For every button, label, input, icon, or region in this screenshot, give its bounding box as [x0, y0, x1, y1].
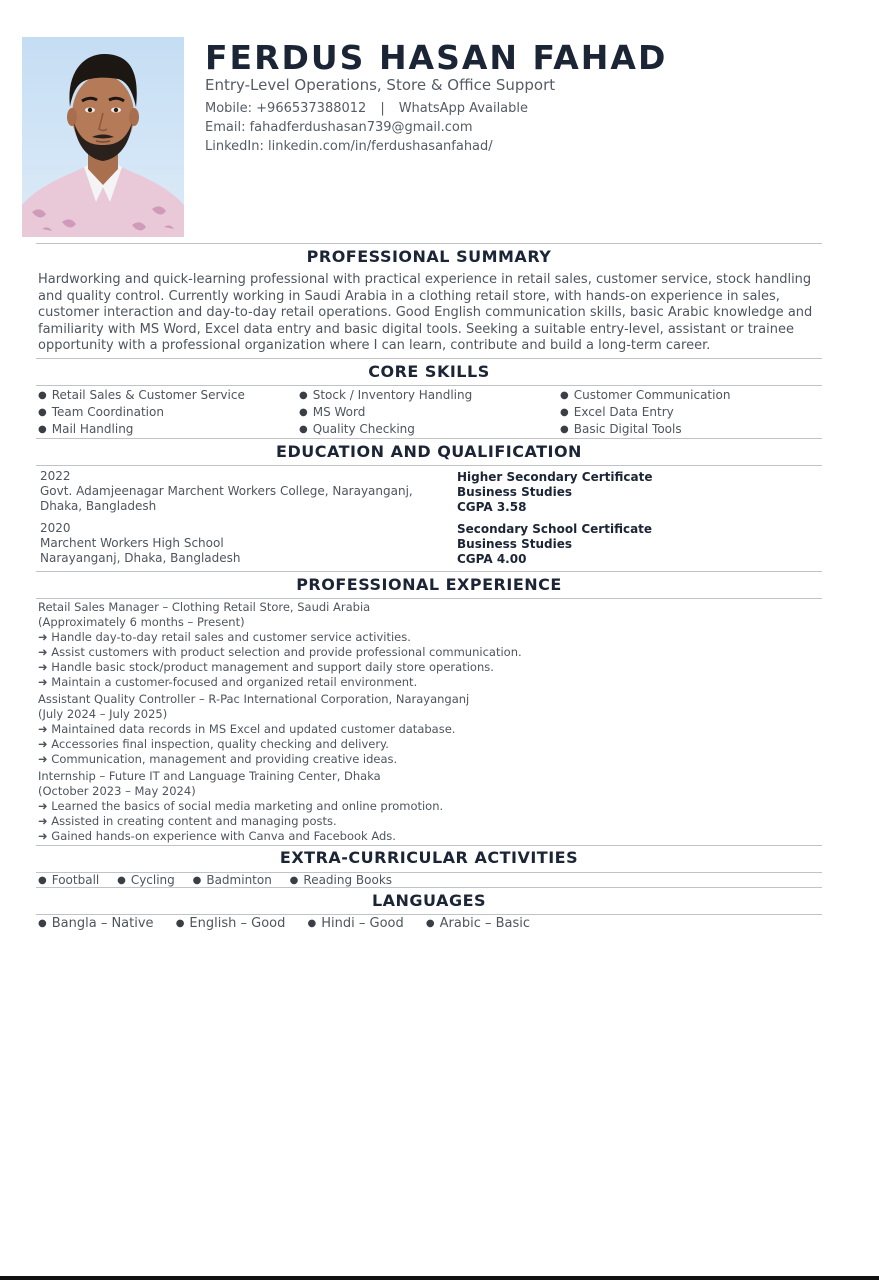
bullet-icon: ●	[175, 918, 185, 929]
divider	[36, 243, 822, 244]
skill-item: ● Basic Digital Tools	[560, 422, 682, 436]
activity-item: ● Reading Books	[289, 873, 393, 887]
education-school: Marchent Workers High School	[40, 536, 224, 550]
divider	[36, 887, 822, 888]
bullet-icon: ●	[299, 390, 308, 401]
divider	[36, 358, 822, 359]
languages-list	[38, 916, 548, 931]
summary-heading: PROFESSIONAL SUMMARY	[306, 247, 552, 266]
job-period: (Approximately 6 months – Present)	[38, 615, 245, 629]
skill-item: ● Customer Communication	[560, 388, 731, 402]
job-entry	[38, 769, 828, 844]
bullet-icon: ●	[38, 424, 47, 435]
education-qualification-ssc	[457, 522, 652, 567]
whatsapp-availability: WhatsApp Available	[398, 101, 529, 116]
certificate-name: Higher Secondary Certificate	[457, 470, 653, 484]
education-location: Narayanganj, Dhaka, Bangladesh	[40, 551, 241, 565]
divider	[36, 438, 822, 439]
education-school: Govt. Adamjeenagar Marchent Workers College, Narayanganj,	[40, 484, 413, 498]
language-item: ● English – Good	[175, 916, 286, 931]
study-group: Business Studies	[457, 485, 572, 499]
job-bullet: ➜ Assisted in creating content and managing posts.	[38, 814, 337, 828]
bullet-icon: ●	[307, 918, 317, 929]
job-title: Internship – Future IT and Language Training Center, Dhaka	[38, 769, 381, 783]
bullet-icon: ●	[38, 918, 47, 929]
result: CGPA 4.00	[457, 552, 527, 566]
study-group: Business Studies	[457, 537, 572, 551]
activities-heading: EXTRA-CURRICULAR ACTIVITIES	[279, 848, 579, 867]
bullet-icon: ●	[425, 918, 435, 929]
skills-heading: CORE SKILLS	[368, 362, 490, 381]
skill-item: ● MS Word	[299, 405, 366, 419]
email-address: Email: fahadferdushasan739@gmail.com	[205, 120, 473, 135]
candidate-name: FERDUS HASAN FAHAD	[205, 38, 668, 77]
skill-item: ● Retail Sales & Customer Service	[38, 388, 245, 402]
bullet-icon: ●	[560, 390, 569, 401]
result: CGPA 3.58	[457, 500, 527, 514]
bullet-icon: ●	[299, 407, 308, 418]
job-bullet: ➜ Accessories final inspection, quality checking and delivery.	[38, 737, 389, 751]
job-bullet: ➜ Learned the basics of social media marketing and online promotion.	[38, 799, 444, 813]
bottom-edge-bar	[0, 1276, 879, 1280]
contact-phone-row	[205, 101, 528, 116]
activity-item: ● Football	[38, 873, 100, 887]
bullet-icon: ●	[38, 407, 47, 418]
bullet-icon: ●	[38, 390, 47, 401]
education-heading: EDUCATION AND QUALIFICATION	[276, 442, 582, 461]
contact-separator: |	[380, 101, 385, 116]
job-bullet: ➜ Assist customers with product selection and provide professional communication.	[38, 645, 522, 659]
divider	[36, 465, 822, 466]
bullet-icon: ●	[38, 875, 47, 886]
profile-photo-illustration	[22, 37, 184, 237]
education-year: 2020	[40, 521, 71, 535]
skill-item: ● Team Coordination	[38, 405, 164, 419]
job-bullet: ➜ Handle day-to-day retail sales and customer service activities.	[38, 630, 411, 644]
divider	[36, 385, 822, 386]
job-bullet: ➜ Maintain a customer-focused and organized retail environment.	[38, 675, 418, 689]
skill-item: ● Excel Data Entry	[560, 405, 674, 419]
education-entry-hsc	[40, 469, 413, 514]
summary-text: Hardworking and quick-learning professional with practical experience in retail sales, customer service, stock handling and quality control. Currently working in Saudi Arabia in a clothing retail store, with hands-on experience in sales, customer interaction and day-to-day retail operations. Good English communication skills, basic Arabic knowledge and familiarity with MS Word, Excel data entry and basic digital tools. Seeking a suitable entry-level, assistant or trainee opportunity with a professional organization where I can learn, contribute and build a long-term career.	[38, 272, 813, 354]
bullet-icon: ●	[560, 424, 569, 435]
job-entry	[38, 600, 828, 690]
activity-item: ● Cycling	[117, 873, 175, 887]
divider	[36, 845, 822, 846]
job-title: Retail Sales Manager – Clothing Retail Store, Saudi Arabia	[38, 600, 371, 614]
job-bullet: ➜ Gained hands-on experience with Canva and Facebook Ads.	[38, 829, 396, 843]
skill-item: ● Stock / Inventory Handling	[299, 388, 473, 402]
activities-list	[38, 873, 406, 887]
language-item: ● Bangla – Native	[38, 916, 154, 931]
job-bullet: ➜ Maintained data records in MS Excel and updated customer database.	[38, 722, 456, 736]
divider	[36, 914, 822, 915]
bullet-icon: ●	[192, 875, 202, 886]
job-title: Entry-Level Operations, Store & Office Support	[205, 76, 556, 94]
bullet-icon: ●	[289, 875, 299, 886]
education-location: Dhaka, Bangladesh	[40, 499, 157, 513]
profile-photo	[22, 37, 184, 237]
certificate-name: Secondary School Certificate	[457, 522, 653, 536]
languages-heading: LANGUAGES	[371, 891, 487, 910]
bullet-icon: ●	[117, 875, 126, 886]
job-title: Assistant Quality Controller – R-Pac International Corporation, Narayanganj	[38, 692, 470, 706]
job-period: (October 2023 – May 2024)	[38, 784, 196, 798]
activity-item: ● Badminton	[192, 873, 272, 887]
education-year: 2022	[40, 469, 71, 483]
bullet-icon: ●	[299, 424, 308, 435]
job-bullet: ➜ Handle basic stock/product management and support daily store operations.	[38, 660, 494, 674]
language-item: ● Arabic – Basic	[425, 916, 531, 931]
job-entry	[38, 692, 828, 767]
skill-item: ● Quality Checking	[299, 422, 415, 436]
divider	[36, 598, 822, 599]
linkedin-url: LinkedIn: linkedin.com/in/ferdushasanfahad/	[205, 139, 493, 154]
job-period: (July 2024 – July 2025)	[38, 707, 168, 721]
experience-heading: PROFESSIONAL EXPERIENCE	[296, 575, 562, 594]
divider	[36, 571, 822, 572]
experience-list	[38, 600, 828, 844]
education-qualification-hsc	[457, 470, 653, 515]
skill-item: ● Mail Handling	[38, 422, 134, 436]
job-bullet: ➜ Communication, management and providing creative ideas.	[38, 752, 398, 766]
bullet-icon: ●	[560, 407, 569, 418]
mobile-number: Mobile: +966537388012	[205, 101, 367, 116]
education-entry-ssc	[40, 521, 241, 566]
language-item: ● Hindi – Good	[307, 916, 404, 931]
